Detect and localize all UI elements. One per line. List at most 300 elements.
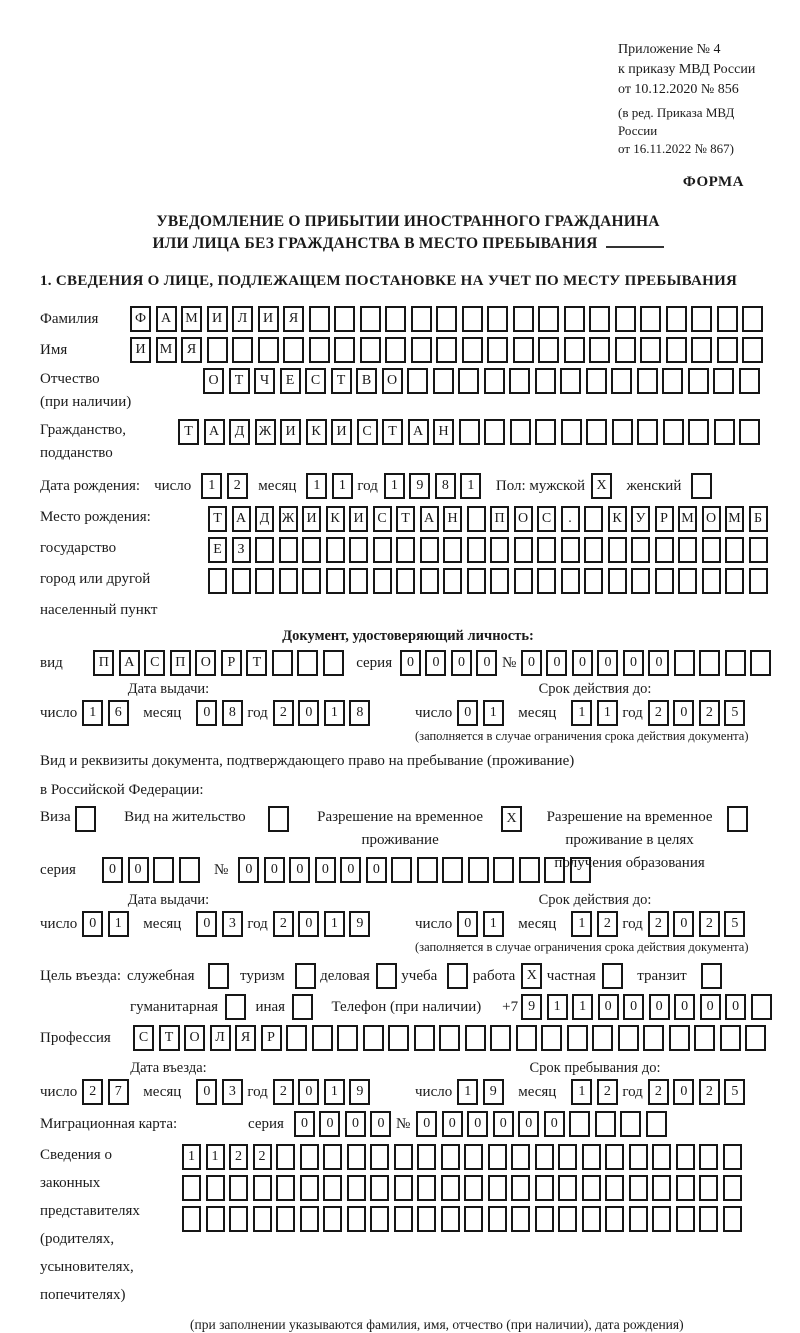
form-cell[interactable]: 2 xyxy=(253,1144,272,1170)
form-cell[interactable] xyxy=(297,650,318,676)
form-cell[interactable]: 0 xyxy=(476,650,497,676)
form-cell[interactable]: Л xyxy=(210,1025,231,1051)
form-cell[interactable]: 0 xyxy=(196,1079,217,1105)
form-cell[interactable] xyxy=(519,857,540,883)
form-cell[interactable] xyxy=(666,337,687,363)
form-cell[interactable] xyxy=(484,368,505,394)
form-cell[interactable] xyxy=(459,419,480,445)
form-cell[interactable]: 0 xyxy=(521,650,542,676)
form-cell[interactable] xyxy=(669,1025,690,1051)
form-cell[interactable] xyxy=(300,1144,319,1170)
form-cell[interactable]: И xyxy=(258,306,279,332)
form-cell[interactable]: О xyxy=(382,368,403,394)
form-cell[interactable] xyxy=(538,337,559,363)
form-cell[interactable]: 9 xyxy=(483,1079,504,1105)
form-cell[interactable]: Н xyxy=(433,419,454,445)
form-cell[interactable] xyxy=(488,1206,507,1232)
form-cell[interactable] xyxy=(206,1175,225,1201)
form-cell[interactable]: И xyxy=(207,306,228,332)
form-cell[interactable]: М xyxy=(156,337,177,363)
form-cell[interactable] xyxy=(326,537,345,563)
form-cell[interactable]: А xyxy=(408,419,429,445)
form-cell[interactable] xyxy=(750,650,771,676)
form-cell[interactable]: 2 xyxy=(648,700,669,726)
form-cell[interactable]: 0 xyxy=(400,650,421,676)
form-cell[interactable]: 0 xyxy=(82,911,103,937)
form-cell[interactable] xyxy=(272,650,293,676)
form-cell[interactable]: А xyxy=(119,650,140,676)
form-cell[interactable]: 1 xyxy=(572,994,593,1020)
form-cell[interactable]: 0 xyxy=(673,911,694,937)
form-cell[interactable] xyxy=(153,857,174,883)
form-cell[interactable]: 2 xyxy=(82,1079,103,1105)
form-cell[interactable] xyxy=(727,806,748,832)
form-cell[interactable] xyxy=(462,306,483,332)
form-cell[interactable]: 0 xyxy=(597,650,618,676)
form-cell[interactable]: 1 xyxy=(306,473,327,499)
form-cell[interactable]: П xyxy=(93,650,114,676)
form-cell[interactable] xyxy=(717,337,738,363)
form-cell[interactable]: 2 xyxy=(273,1079,294,1105)
form-cell[interactable] xyxy=(373,568,392,594)
form-cell[interactable]: 0 xyxy=(298,911,319,937)
form-cell[interactable] xyxy=(513,306,534,332)
form-cell[interactable] xyxy=(558,1206,577,1232)
form-cell[interactable] xyxy=(584,506,603,532)
form-cell[interactable] xyxy=(674,650,695,676)
form-cell[interactable]: Я xyxy=(181,337,202,363)
form-cell[interactable]: 0 xyxy=(298,700,319,726)
form-cell[interactable]: М xyxy=(678,506,697,532)
form-cell[interactable] xyxy=(388,1025,409,1051)
form-cell[interactable]: А xyxy=(156,306,177,332)
form-cell[interactable] xyxy=(586,419,607,445)
form-cell[interactable] xyxy=(745,1025,766,1051)
form-cell[interactable] xyxy=(655,568,674,594)
form-cell[interactable] xyxy=(394,1206,413,1232)
form-cell[interactable] xyxy=(363,1025,384,1051)
form-cell[interactable] xyxy=(567,1025,588,1051)
form-cell[interactable] xyxy=(723,1206,742,1232)
form-cell[interactable] xyxy=(723,1144,742,1170)
form-cell[interactable]: О xyxy=(184,1025,205,1051)
form-cell[interactable] xyxy=(713,368,734,394)
form-cell[interactable] xyxy=(464,1206,483,1232)
form-cell[interactable]: И xyxy=(130,337,151,363)
form-cell[interactable] xyxy=(255,568,274,594)
form-cell[interactable] xyxy=(699,650,720,676)
form-cell[interactable]: 1 xyxy=(108,911,129,937)
form-cell[interactable] xyxy=(652,1206,671,1232)
form-cell[interactable] xyxy=(208,568,227,594)
form-cell[interactable]: 0 xyxy=(315,857,336,883)
form-cell[interactable]: 0 xyxy=(196,911,217,937)
form-cell[interactable] xyxy=(337,1025,358,1051)
form-cell[interactable] xyxy=(279,537,298,563)
form-cell[interactable] xyxy=(537,537,556,563)
form-cell[interactable] xyxy=(347,1144,366,1170)
form-cell[interactable]: Ч xyxy=(254,368,275,394)
form-cell[interactable]: 5 xyxy=(724,700,745,726)
form-cell[interactable] xyxy=(488,1144,507,1170)
form-cell[interactable] xyxy=(443,568,462,594)
form-cell[interactable] xyxy=(225,994,246,1020)
form-cell[interactable]: Ж xyxy=(279,506,298,532)
form-cell[interactable]: 3 xyxy=(222,1079,243,1105)
form-cell[interactable] xyxy=(258,337,279,363)
form-cell[interactable] xyxy=(678,568,697,594)
form-cell[interactable]: Е xyxy=(280,368,301,394)
form-cell[interactable]: 0 xyxy=(442,1111,463,1137)
form-cell[interactable] xyxy=(302,537,321,563)
form-cell[interactable]: 0 xyxy=(340,857,361,883)
form-cell[interactable] xyxy=(179,857,200,883)
form-cell[interactable] xyxy=(725,537,744,563)
form-cell[interactable]: 0 xyxy=(294,1111,315,1137)
form-cell[interactable] xyxy=(464,1175,483,1201)
form-cell[interactable]: О xyxy=(702,506,721,532)
form-cell[interactable] xyxy=(417,1144,436,1170)
form-cell[interactable] xyxy=(662,368,683,394)
form-cell[interactable] xyxy=(615,337,636,363)
form-cell[interactable] xyxy=(592,1025,613,1051)
form-cell[interactable] xyxy=(564,306,585,332)
form-cell[interactable]: Д xyxy=(255,506,274,532)
form-cell[interactable] xyxy=(442,857,463,883)
form-cell[interactable]: 0 xyxy=(518,1111,539,1137)
form-cell[interactable]: 0 xyxy=(289,857,310,883)
form-cell[interactable] xyxy=(558,1144,577,1170)
form-cell[interactable] xyxy=(232,337,253,363)
form-cell[interactable] xyxy=(584,537,603,563)
form-cell[interactable] xyxy=(699,1206,718,1232)
form-cell[interactable] xyxy=(618,1025,639,1051)
form-cell[interactable]: 0 xyxy=(425,650,446,676)
form-cell[interactable] xyxy=(302,568,321,594)
form-cell[interactable] xyxy=(582,1206,601,1232)
form-cell[interactable] xyxy=(207,337,228,363)
form-cell[interactable]: У xyxy=(631,506,650,532)
form-cell[interactable]: С xyxy=(537,506,556,532)
form-cell[interactable] xyxy=(652,1144,671,1170)
form-cell[interactable] xyxy=(229,1206,248,1232)
form-cell[interactable]: 2 xyxy=(699,1079,720,1105)
form-cell[interactable] xyxy=(511,1144,530,1170)
form-cell[interactable] xyxy=(300,1175,319,1201)
form-cell[interactable] xyxy=(493,857,514,883)
form-cell[interactable]: 0 xyxy=(102,857,123,883)
form-cell[interactable]: 0 xyxy=(370,1111,391,1137)
form-cell[interactable] xyxy=(511,1206,530,1232)
form-cell[interactable]: О xyxy=(195,650,216,676)
form-cell[interactable]: 1 xyxy=(483,700,504,726)
form-cell[interactable] xyxy=(699,1175,718,1201)
form-cell[interactable] xyxy=(605,1206,624,1232)
form-cell[interactable]: 2 xyxy=(597,1079,618,1105)
form-cell[interactable]: О xyxy=(514,506,533,532)
form-cell[interactable]: 0 xyxy=(345,1111,366,1137)
form-cell[interactable] xyxy=(490,1025,511,1051)
form-cell[interactable]: 1 xyxy=(324,700,345,726)
form-cell[interactable] xyxy=(417,857,438,883)
form-cell[interactable]: Ж xyxy=(255,419,276,445)
form-cell[interactable]: Л xyxy=(232,306,253,332)
form-cell[interactable] xyxy=(646,1111,667,1137)
form-cell[interactable]: М xyxy=(181,306,202,332)
form-cell[interactable] xyxy=(511,1175,530,1201)
form-cell[interactable] xyxy=(742,306,763,332)
form-cell[interactable] xyxy=(561,419,582,445)
form-cell[interactable]: 0 xyxy=(649,994,670,1020)
form-cell[interactable]: М xyxy=(725,506,744,532)
form-cell[interactable] xyxy=(394,1144,413,1170)
form-cell[interactable] xyxy=(349,537,368,563)
form-cell[interactable]: 2 xyxy=(648,1079,669,1105)
form-cell[interactable] xyxy=(620,1111,641,1137)
form-cell[interactable]: К xyxy=(326,506,345,532)
form-cell[interactable] xyxy=(535,1206,554,1232)
form-cell[interactable]: 1 xyxy=(324,1079,345,1105)
form-cell[interactable] xyxy=(513,337,534,363)
form-cell[interactable] xyxy=(391,857,412,883)
form-cell[interactable] xyxy=(75,806,96,832)
form-cell[interactable] xyxy=(589,337,610,363)
form-cell[interactable]: С xyxy=(144,650,165,676)
form-cell[interactable] xyxy=(655,537,674,563)
form-cell[interactable]: А xyxy=(420,506,439,532)
form-cell[interactable]: 5 xyxy=(724,911,745,937)
form-cell[interactable] xyxy=(516,1025,537,1051)
form-cell[interactable]: . xyxy=(561,506,580,532)
form-cell[interactable]: 1 xyxy=(206,1144,225,1170)
form-cell[interactable] xyxy=(691,473,712,499)
form-cell[interactable]: Е xyxy=(208,537,227,563)
form-cell[interactable] xyxy=(467,568,486,594)
form-cell[interactable] xyxy=(640,337,661,363)
form-cell[interactable]: 8 xyxy=(222,700,243,726)
form-cell[interactable]: 2 xyxy=(699,911,720,937)
form-cell[interactable] xyxy=(414,1025,435,1051)
form-cell[interactable] xyxy=(720,1025,741,1051)
form-cell[interactable] xyxy=(688,419,709,445)
form-cell[interactable]: 6 xyxy=(108,700,129,726)
form-cell[interactable] xyxy=(717,306,738,332)
form-cell[interactable]: Р xyxy=(221,650,242,676)
form-cell[interactable]: 0 xyxy=(544,1111,565,1137)
form-cell[interactable] xyxy=(253,1175,272,1201)
form-cell[interactable] xyxy=(605,1144,624,1170)
form-cell[interactable] xyxy=(347,1206,366,1232)
form-cell[interactable] xyxy=(441,1206,460,1232)
form-cell[interactable]: 0 xyxy=(196,700,217,726)
form-cell[interactable]: 1 xyxy=(547,994,568,1020)
form-cell[interactable] xyxy=(441,1144,460,1170)
form-cell[interactable]: 0 xyxy=(451,650,472,676)
form-cell[interactable]: И xyxy=(349,506,368,532)
form-cell[interactable] xyxy=(360,337,381,363)
form-cell[interactable] xyxy=(589,306,610,332)
form-cell[interactable] xyxy=(582,1144,601,1170)
form-cell[interactable]: 9 xyxy=(521,994,542,1020)
form-cell[interactable]: А xyxy=(232,506,251,532)
form-cell[interactable] xyxy=(360,306,381,332)
form-cell[interactable] xyxy=(643,1025,664,1051)
form-cell[interactable] xyxy=(544,857,565,883)
form-cell[interactable] xyxy=(537,568,556,594)
form-cell[interactable] xyxy=(487,337,508,363)
form-cell[interactable] xyxy=(631,568,650,594)
form-cell[interactable]: Р xyxy=(261,1025,282,1051)
form-cell[interactable]: П xyxy=(170,650,191,676)
form-cell[interactable] xyxy=(396,568,415,594)
form-cell[interactable] xyxy=(487,306,508,332)
form-cell[interactable] xyxy=(676,1175,695,1201)
form-cell[interactable] xyxy=(637,368,658,394)
form-cell[interactable] xyxy=(629,1175,648,1201)
form-cell[interactable]: И xyxy=(302,506,321,532)
form-cell[interactable]: 1 xyxy=(384,473,405,499)
form-cell[interactable]: 1 xyxy=(483,911,504,937)
form-cell[interactable] xyxy=(676,1144,695,1170)
form-cell[interactable] xyxy=(253,1206,272,1232)
form-cell[interactable]: 0 xyxy=(264,857,285,883)
form-cell[interactable] xyxy=(420,537,439,563)
form-cell[interactable]: Д xyxy=(229,419,250,445)
form-cell[interactable] xyxy=(702,568,721,594)
form-cell[interactable]: 0 xyxy=(546,650,567,676)
form-cell[interactable] xyxy=(510,419,531,445)
form-cell[interactable]: 9 xyxy=(349,1079,370,1105)
form-cell[interactable] xyxy=(323,1175,342,1201)
form-cell[interactable]: 0 xyxy=(572,650,593,676)
form-cell[interactable]: 2 xyxy=(227,473,248,499)
form-cell[interactable]: К xyxy=(306,419,327,445)
form-cell[interactable] xyxy=(467,506,486,532)
form-cell[interactable]: Я xyxy=(283,306,304,332)
form-cell[interactable]: И xyxy=(280,419,301,445)
form-cell[interactable]: 1 xyxy=(82,700,103,726)
form-cell[interactable] xyxy=(699,1144,718,1170)
form-cell[interactable]: С xyxy=(133,1025,154,1051)
form-cell[interactable] xyxy=(417,1206,436,1232)
form-cell[interactable] xyxy=(490,537,509,563)
form-cell[interactable] xyxy=(441,1175,460,1201)
form-cell[interactable] xyxy=(742,337,763,363)
form-cell[interactable] xyxy=(208,963,229,989)
form-cell[interactable]: П xyxy=(490,506,509,532)
form-cell[interactable]: К xyxy=(608,506,627,532)
form-cell[interactable] xyxy=(276,1206,295,1232)
form-cell[interactable] xyxy=(323,650,344,676)
form-cell[interactable] xyxy=(612,419,633,445)
form-cell[interactable]: Н xyxy=(443,506,462,532)
form-cell[interactable]: 1 xyxy=(571,911,592,937)
form-cell[interactable]: 1 xyxy=(182,1144,201,1170)
form-cell[interactable]: 0 xyxy=(457,700,478,726)
form-cell[interactable] xyxy=(514,568,533,594)
form-cell[interactable] xyxy=(586,368,607,394)
form-cell[interactable]: 9 xyxy=(409,473,430,499)
form-cell[interactable]: 0 xyxy=(128,857,149,883)
form-cell[interactable] xyxy=(751,994,772,1020)
form-cell[interactable] xyxy=(396,537,415,563)
form-cell[interactable]: 0 xyxy=(598,994,619,1020)
form-cell[interactable]: Т xyxy=(331,368,352,394)
form-cell[interactable]: 0 xyxy=(457,911,478,937)
form-cell[interactable]: X xyxy=(591,473,612,499)
form-cell[interactable] xyxy=(376,963,397,989)
form-cell[interactable] xyxy=(286,1025,307,1051)
form-cell[interactable] xyxy=(407,368,428,394)
form-cell[interactable] xyxy=(334,306,355,332)
form-cell[interactable] xyxy=(676,1206,695,1232)
form-cell[interactable]: 2 xyxy=(273,700,294,726)
form-cell[interactable] xyxy=(725,568,744,594)
form-cell[interactable] xyxy=(229,1175,248,1201)
form-cell[interactable] xyxy=(749,537,768,563)
form-cell[interactable]: А xyxy=(204,419,225,445)
form-cell[interactable] xyxy=(465,1025,486,1051)
form-cell[interactable] xyxy=(725,650,746,676)
form-cell[interactable]: Я xyxy=(235,1025,256,1051)
form-cell[interactable]: Т xyxy=(246,650,267,676)
form-cell[interactable] xyxy=(535,419,556,445)
form-cell[interactable] xyxy=(541,1025,562,1051)
form-cell[interactable] xyxy=(560,368,581,394)
form-cell[interactable] xyxy=(702,537,721,563)
form-cell[interactable] xyxy=(602,963,623,989)
form-cell[interactable] xyxy=(701,963,722,989)
form-cell[interactable]: 0 xyxy=(673,1079,694,1105)
form-cell[interactable] xyxy=(629,1144,648,1170)
form-cell[interactable] xyxy=(347,1175,366,1201)
form-cell[interactable] xyxy=(309,337,330,363)
form-cell[interactable] xyxy=(615,306,636,332)
form-cell[interactable]: 8 xyxy=(435,473,456,499)
form-cell[interactable]: 0 xyxy=(623,650,644,676)
form-cell[interactable] xyxy=(458,368,479,394)
form-cell[interactable]: 9 xyxy=(349,911,370,937)
form-cell[interactable]: 2 xyxy=(648,911,669,937)
form-cell[interactable] xyxy=(292,994,313,1020)
form-cell[interactable]: 2 xyxy=(229,1144,248,1170)
form-cell[interactable]: 8 xyxy=(349,700,370,726)
form-cell[interactable]: 1 xyxy=(460,473,481,499)
form-cell[interactable] xyxy=(443,537,462,563)
form-cell[interactable] xyxy=(564,337,585,363)
form-cell[interactable] xyxy=(268,806,289,832)
form-cell[interactable] xyxy=(370,1144,389,1170)
form-cell[interactable]: 0 xyxy=(623,994,644,1020)
form-cell[interactable] xyxy=(605,1175,624,1201)
form-cell[interactable] xyxy=(514,537,533,563)
form-cell[interactable]: 1 xyxy=(571,1079,592,1105)
form-cell[interactable] xyxy=(535,1175,554,1201)
form-cell[interactable]: 1 xyxy=(571,700,592,726)
form-cell[interactable] xyxy=(582,1175,601,1201)
form-cell[interactable]: Т xyxy=(178,419,199,445)
form-cell[interactable]: 1 xyxy=(324,911,345,937)
form-cell[interactable]: Б xyxy=(749,506,768,532)
form-cell[interactable] xyxy=(678,537,697,563)
form-cell[interactable]: В xyxy=(356,368,377,394)
form-cell[interactable] xyxy=(370,1206,389,1232)
form-cell[interactable] xyxy=(334,337,355,363)
form-cell[interactable] xyxy=(611,368,632,394)
form-cell[interactable]: 0 xyxy=(238,857,259,883)
form-cell[interactable] xyxy=(370,1175,389,1201)
form-cell[interactable] xyxy=(558,1175,577,1201)
